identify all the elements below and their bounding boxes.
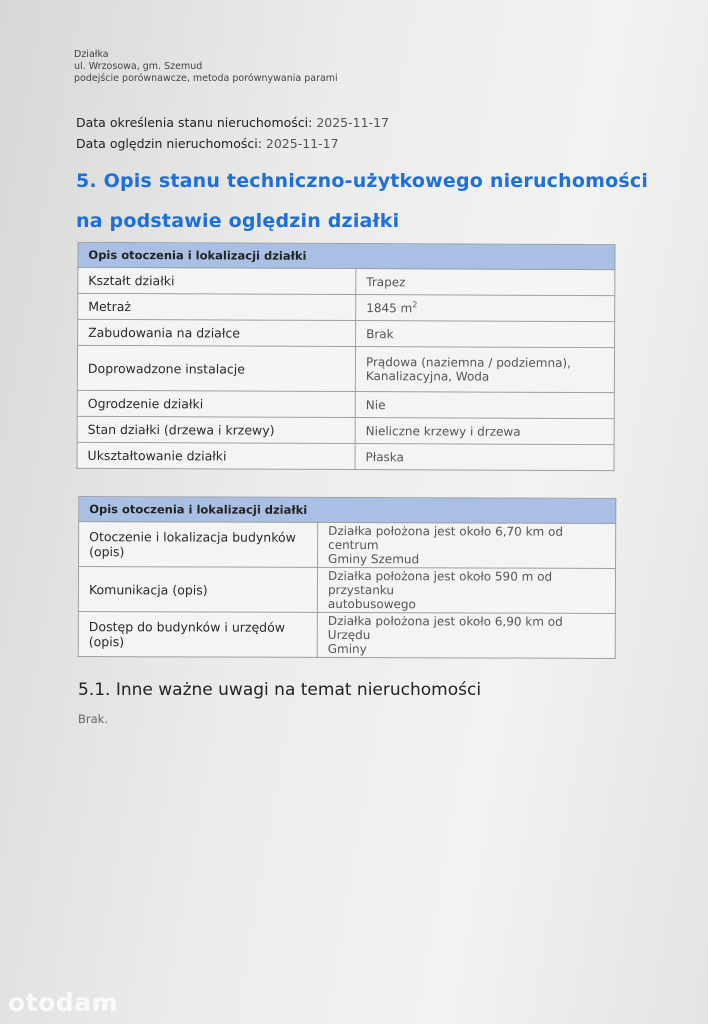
row-value-line: autobusowego: [327, 596, 416, 612]
section-5-title-line-2: na podstawie oględzin działki: [76, 210, 400, 232]
table-row: [78, 567, 615, 614]
section-5-1-note: Brak.: [78, 712, 108, 726]
table-row: [77, 416, 614, 444]
table-row: [79, 522, 616, 569]
inspection-date-label: Data oględzin nieruchomości:: [76, 136, 262, 151]
row-label: Zabudowania na działce: [78, 319, 356, 346]
row-value: [318, 522, 616, 568]
row-label: Ukształtowanie działki: [77, 442, 355, 469]
row-label: Doprowadzone instalacje: [77, 345, 355, 391]
determination-date-value: 2025-11-17: [316, 115, 389, 130]
determination-date: [76, 115, 389, 130]
inspection-date: [76, 136, 339, 151]
table-row: [77, 442, 614, 470]
determination-date-label: Data określenia stanu nieruchomości:: [76, 115, 313, 130]
area-value: 1845 m: [366, 301, 413, 316]
section-5-1-title: 5.1. Inne ważne uwagi na temat nieruchomości: [78, 680, 482, 700]
table-row: [78, 612, 615, 659]
row-value-line: Działka położona jest około 590 m od przystanku: [327, 568, 553, 598]
inspection-date-value: 2025-11-17: [265, 136, 339, 151]
row-label: Kształt działki: [78, 267, 356, 294]
surroundings-table: [78, 496, 617, 659]
row-value-line: Działka położona jest około 6,90 km od Urzędu: [327, 613, 563, 643]
watermark-logo: otodam: [8, 988, 119, 1017]
row-value: Trapez: [356, 269, 615, 296]
row-value: [317, 612, 615, 658]
table-row: [78, 319, 615, 347]
table-row: [77, 345, 614, 392]
row-label: Komunikacja (opis): [78, 567, 317, 613]
table-row: [78, 293, 615, 321]
plot-description-table: [77, 242, 616, 471]
table-header: Opis otoczenia i lokalizacji działki: [78, 242, 615, 269]
header-method: podejście porównawcze, metoda porównywania parami: [74, 73, 338, 84]
row-value: Nie: [355, 392, 614, 419]
row-value-line: Gminy: [327, 641, 367, 657]
row-label: Otoczenie i lokalizacja budynków (opis): [79, 522, 318, 568]
table-row: [78, 267, 615, 295]
row-value: Płaska: [355, 444, 614, 471]
row-value-line: Działka położona jest około 6,70 km od centrum: [328, 523, 564, 553]
row-label: Metraż: [78, 293, 356, 320]
row-value-line: Kanalizacyjna, Woda: [365, 369, 490, 384]
header-address: ul. Wrzosowa, gm. Szemud: [74, 61, 203, 72]
row-label: Dostęp do budynków i urzędów (opis): [78, 612, 317, 658]
row-label: Ogrodzenie działki: [77, 390, 355, 417]
row-value: [355, 347, 614, 393]
row-value-line: Gminy Szemud: [328, 551, 420, 567]
section-5-title-line-1: 5. Opis stanu techniczno-użytkowego nieruchomości: [76, 170, 649, 192]
table-row: [77, 390, 614, 418]
row-value: Nieliczne krzewy i drzewa: [355, 418, 614, 445]
row-label: Stan działki (drzewa i krzewy): [77, 416, 355, 443]
row-value: [356, 295, 615, 322]
header-property-type: Działka: [74, 49, 109, 60]
area-unit-exponent: 2: [412, 300, 418, 310]
table-header: Opis otoczenia i lokalizacji działki: [79, 497, 616, 524]
row-value: Brak: [356, 321, 615, 348]
row-value: [317, 567, 615, 613]
row-value-line: Prądowa (naziemna / podziemna),: [365, 355, 571, 370]
document-header: [74, 49, 338, 85]
